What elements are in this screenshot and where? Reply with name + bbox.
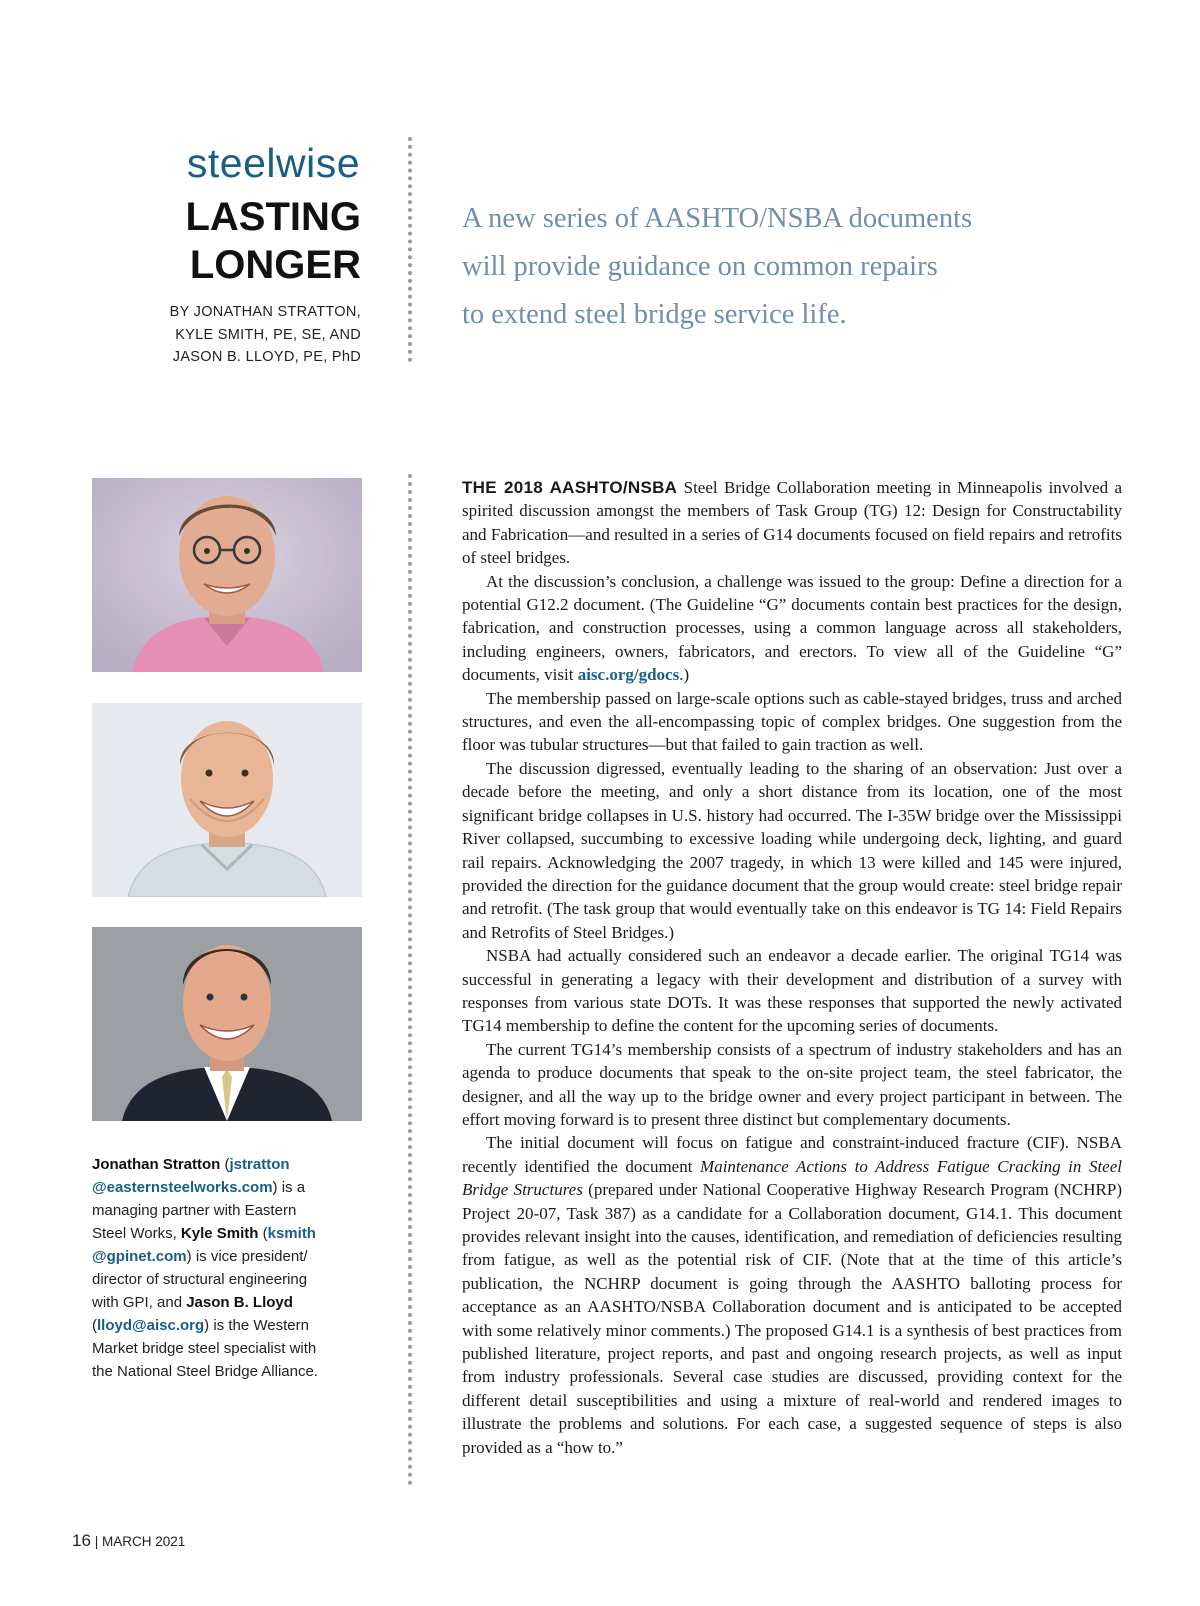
- bio-line: the National Steel Bridge Alliance.: [92, 1363, 318, 1380]
- portrait-image: [92, 703, 362, 897]
- author-name: Jonathan Stratton: [92, 1156, 221, 1173]
- body-paragraph: The current TG14’s membership consists of a spectrum of industry stakeholders and has an agenda to produce documents that speak to the on-site project team, the steel fabricator, the designer, and all the way up to the bridge owner and every project participant in between. The effort moving forward is to present three distinct but complementary documents.: [462, 1039, 1122, 1129]
- author-photo-smith: [92, 703, 362, 897]
- byline-line: KYLE SMITH, PE, SE, AND: [175, 326, 361, 343]
- body-paragraph: The discussion digressed, eventually leading to the sharing of an observation: Just over a decade before the meeting, and only a short distance from its location, one of the most significant bridge collapses in U.S. history had occurred. The I-35W bridge over the Mississippi River collapsed, succumbing to excessive loading while undergoing deck, lighting, and guard rail repairs. Acknowledging the 2007 tragedy, in which 13 were killed and 145 were injured, provided the direction for the guidance document that the group would create: steel bridge repair and retrofit. (The task group that would eventually take on this endeavor is TG 14: Field Repairs and Retrofits of Steel Bridges.): [462, 758, 1122, 942]
- article-title-line-2: LONGER: [189, 243, 361, 287]
- document-title: Maintenance Actions to Address Fatigue Cracking in Steel Bridge Structures: [462, 1156, 1122, 1200]
- paragraph-text: (prepared under National Cooperative Highway Research Program (NCHRP) Project 20-07, Task 387) as a candidate for a Collaboration document, G14.1. This document provides relevant insight into the causes, identification, and remediation of deficiencies resulting from fatigue, as well as the potential risk of CIF. (Note that at the time of this article’s publication, the NCHRP document is going through the AASHTO balloting process for acceptance as an AASHTO/NSBA Collaboration document and is anticipated to be accepted with some relatively minor comments.) The proposed G14.1 is a synthesis of best practices from published literature, project reports, and past and ongoing research projects, as well as input from industry professionals. Several case studies are discussed, providing context for the different detail susceptibilities and using a mixture of real-world and rendered images to illustrate the problems and solutions. For each case, a suggested sequence of steps is also provided as a “how to.”: [462, 1180, 1123, 1457]
- deck-line: to extend steel bridge service life.: [462, 299, 847, 330]
- paragraph-text: .): [679, 665, 690, 685]
- gdocs-link[interactable]: aisc.org/gdocs: [577, 665, 680, 685]
- issue-date: MARCH 2021: [101, 1534, 186, 1549]
- bio-line: @easternsteelworks.com) is a: [92, 1179, 306, 1196]
- author-email-link[interactable]: lloyd@aisc.org: [97, 1317, 205, 1334]
- body-paragraph: [462, 570, 1122, 687]
- bio-line: director of structural engineering: [92, 1271, 308, 1288]
- page-number: 16: [72, 1531, 91, 1550]
- deck-line: A new series of AASHTO/NSBA documents: [462, 203, 973, 234]
- bio-line: Jonathan Stratton (jstratton: [92, 1156, 290, 1173]
- paragraph-text: The initial document will focus on fatigue and constraint-induced fracture (CIF). NSBA recently identified the document: [462, 1133, 1122, 1176]
- author-name: Jason B. Lloyd: [186, 1294, 293, 1311]
- lead-in: THE 2018 AASHTO/NSBA: [462, 478, 678, 497]
- body-paragraph: NSBA had actually considered such an endeavor a decade earlier. The original TG14 was successful in generating a legacy with their development and distribution of a survey with responses from various state DOTs. It was these responses that supported the newly activated TG14 membership to define the content for the upcoming series of documents.: [462, 946, 1122, 1036]
- department-kicker: steelwise: [186, 140, 360, 186]
- bio-text: Steel Works,: [92, 1225, 177, 1242]
- bio-text: is a: [281, 1179, 306, 1196]
- portrait-image: [92, 927, 362, 1121]
- page-footer: [72, 1531, 185, 1551]
- author-email-link[interactable]: jstratton: [229, 1156, 290, 1173]
- author-name: Kyle Smith: [180, 1225, 259, 1242]
- deck-line: will provide guidance on common repairs: [462, 251, 938, 282]
- bio-text: is vice president/: [195, 1248, 308, 1265]
- author-email-link[interactable]: @gpinet.com: [92, 1248, 187, 1265]
- dotted-divider-body: [408, 474, 412, 1486]
- byline: [120, 301, 361, 369]
- author-photo-stratton: [92, 478, 362, 672]
- article-deck: [462, 195, 1122, 339]
- article-title-line-1: LASTING: [185, 195, 361, 239]
- paragraph-text: At the discussion’s conclusion, a challenge was issued to the group: Define a direction for a potential G12.2 document. (The Guideline “G” documents contain best practices for the design, fabrication, and construction processes, using a common language across all stakeholders, including engineers, owners, fabricators, and erectors. To view all of the Guideline “G” documents, visit: [462, 571, 1122, 685]
- body-paragraph: The membership passed on large-scale options such as cable-stayed bridges, truss and arched structures, and even the all-encompassing topic of complex bridges. One suggestion from the floor was tubular structures—but that failed to gain traction as well.: [462, 688, 1122, 755]
- byline-line: BY JONATHAN STRATTON,: [169, 304, 361, 320]
- body-paragraph: [462, 476, 1122, 570]
- dotted-divider-top: [408, 137, 412, 362]
- bio-line: [92, 1291, 362, 1314]
- bio-line: Steel Works, Kyle Smith (ksmith: [92, 1225, 316, 1242]
- bio-line: managing partner with Eastern: [92, 1202, 297, 1219]
- author-email-link[interactable]: @easternsteelworks.com: [92, 1179, 273, 1196]
- portrait-image: [92, 478, 362, 672]
- bio-line: Market bridge steel specialist with: [92, 1340, 317, 1357]
- bio-line: (lloyd@aisc.org) is the Western: [92, 1317, 309, 1334]
- body-paragraph: [462, 1131, 1122, 1459]
- bio-line: @gpinet.com) is vice president/: [92, 1248, 308, 1265]
- author-email-link[interactable]: ksmith: [267, 1225, 316, 1242]
- author-bio: [92, 1153, 362, 1383]
- byline-line: JASON B. LLOYD, PE, PhD: [172, 349, 361, 365]
- paragraph-text: Steel Bridge Collaboration meeting in Minneapolis involved a spirited discussion amongst the members of Task Group (TG) 12: Design for Constructability and Fabrication—and resulted in a series of G14 documents focused on field repairs and retrofits of steel bridges.: [462, 478, 1122, 568]
- author-photo-lloyd: [92, 927, 362, 1121]
- article-body: [462, 476, 1122, 1459]
- bio-text: with GPI, and: [92, 1294, 183, 1311]
- footer-separator: |: [94, 1534, 99, 1549]
- bio-text: is the Western: [213, 1317, 309, 1334]
